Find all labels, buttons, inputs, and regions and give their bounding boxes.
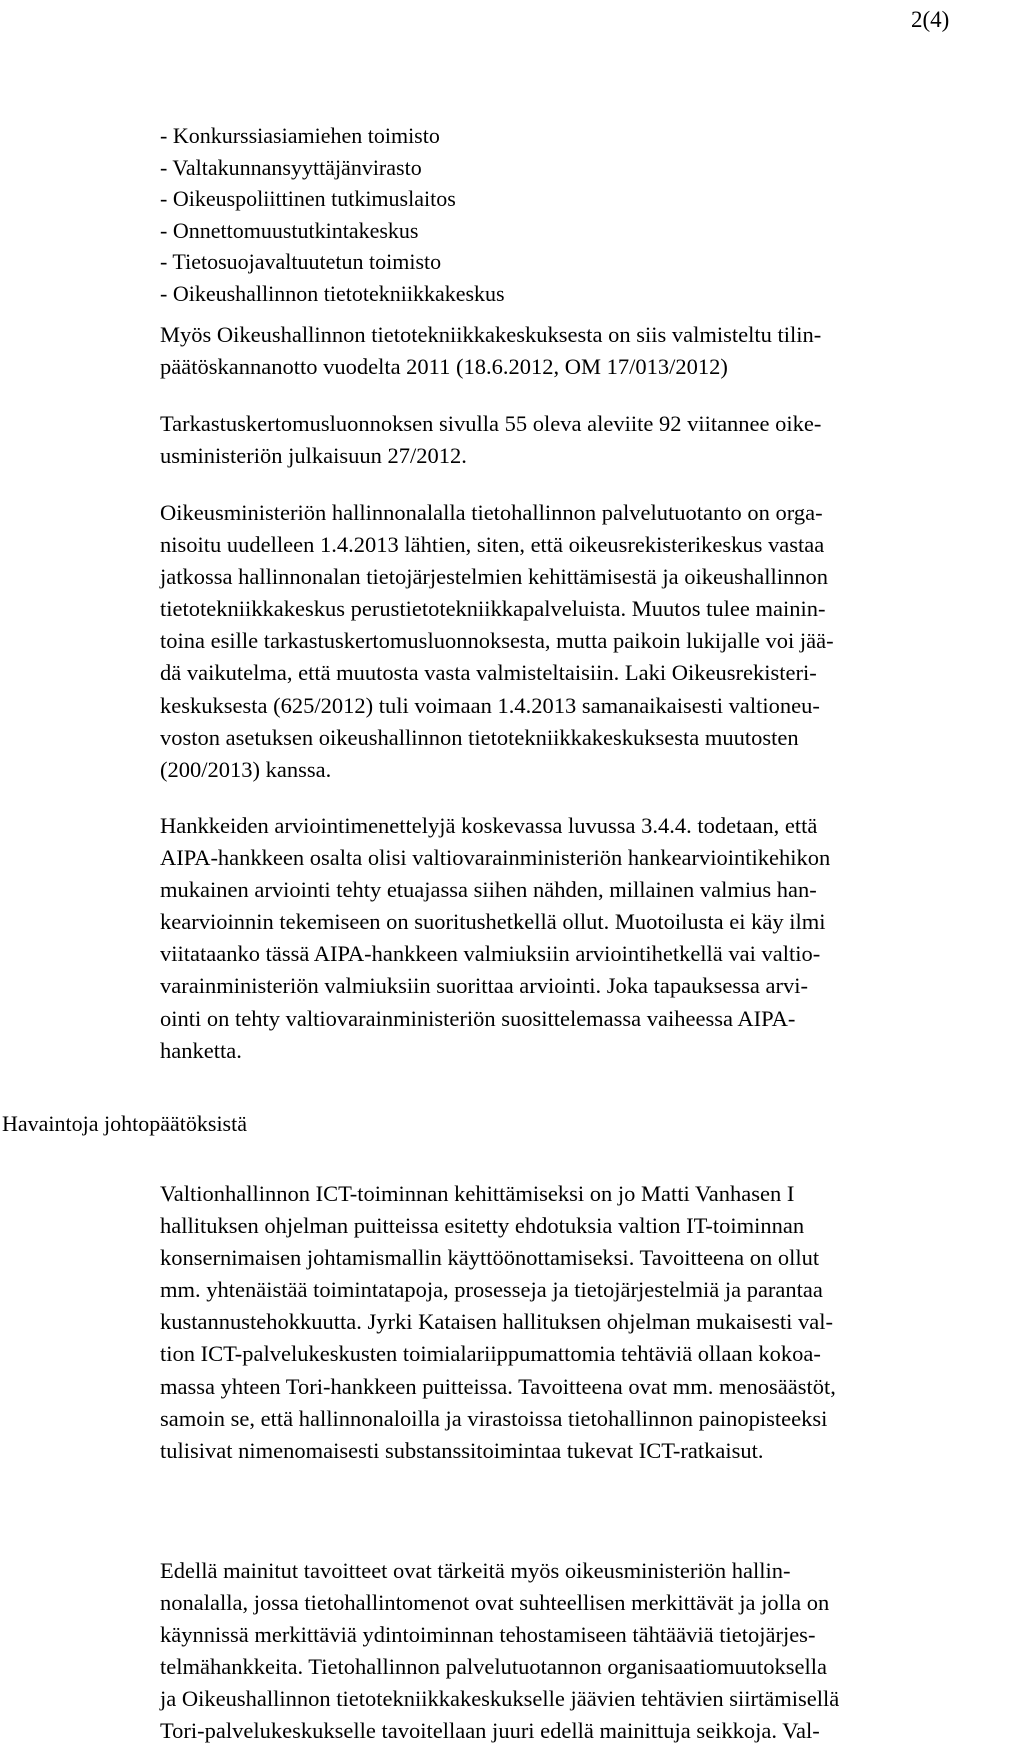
text-line: Tarkastuskertomusluonnoksen sivulla 55 oleva aleviite 92 viitannee oike- xyxy=(160,411,822,436)
text-line: ja Oikeushallinnon tietotekniikkakeskukselle jäävien tehtävien siirtämisellä xyxy=(160,1686,840,1712)
text-line: Myös Oikeushallinnon tietotekniikkakeskuksesta on siis valmisteltu tilin- xyxy=(160,322,822,347)
paragraph xyxy=(160,319,821,383)
text-line: ointi on tehty valtiovarainministeriön suosittelemassa vaiheessa AIPA- xyxy=(160,1005,796,1031)
text-line: nisoitu uudelleen 1.4.2013 lähtien, siten, että oikeusrekisterikeskus vastaa xyxy=(160,532,825,558)
page-number: 2(4) xyxy=(911,7,950,32)
agency-list xyxy=(160,120,505,310)
text-line: tietotekniikkakeskus perustietotekniikkapalveluista. Muutos tulee mainin- xyxy=(160,596,826,622)
text-line: nonalalla, jossa tietohallintomenot ovat suhteellisen merkittävät ja jolla on xyxy=(160,1590,830,1616)
text-line: konsernimaisen johtamismallin käyttöönottamiseksi. Tavoitteena on ollut xyxy=(160,1245,820,1271)
text-line: varainministeriön valmiuksiin suorittaa arviointi. Joka tapauksessa arvi- xyxy=(160,973,808,999)
list-item: - Valtakunnansyyttäjänvirasto xyxy=(160,154,422,180)
paragraph xyxy=(160,1555,839,1748)
text-line: Hankkeiden arviointimenettelyjä koskevassa luvussa 3.4.4. todetaan, että xyxy=(160,813,818,838)
paragraph xyxy=(160,408,821,472)
text-line: päätöskannanotto vuodelta 2011 (18.6.2012, OM 17/013/2012) xyxy=(160,354,728,380)
text-line: usministeriön julkaisuun 27/2012. xyxy=(160,443,467,469)
text-line: tion ICT-palvelukeskusten toimialariippumattomia tehtäviä ollaan kokoa- xyxy=(160,1341,821,1367)
paragraph xyxy=(160,497,834,786)
text-line: viitataanko tässä AIPA-hankkeen valmiuksiin arviointihetkellä vai valtio- xyxy=(160,941,821,967)
text-line: Tori-palvelukeskukselle tavoitellaan juuri edellä mainittuja seikkoja. Val- xyxy=(160,1718,820,1744)
text-line: (200/2013) kanssa. xyxy=(160,756,332,782)
paragraph xyxy=(160,1178,836,1467)
list-item: - Oikeuspoliittinen tutkimuslaitos xyxy=(160,186,456,212)
text-line: toina esille tarkastuskertomusluonnoksesta, mutta paikoin lukijalle voi jää- xyxy=(160,628,834,654)
text-line: kustannustehokkuutta. Jyrki Kataisen hallituksen ohjelman mukaisesti val- xyxy=(160,1309,834,1335)
list-item: - Tietosuojavaltuutetun toimisto xyxy=(160,249,442,275)
text-line: keskuksesta (625/2012) tuli voimaan 1.4.2013 samanaikaisesti valtioneu- xyxy=(160,692,820,718)
text-line: tulisivat nimenomaisesti substanssitoimintaa tukevat ICT-ratkaisut. xyxy=(160,1437,764,1463)
text-line: dä vaikutelma, että muutosta vasta valmisteltaisiin. Laki Oikeusrekisteri- xyxy=(160,660,817,686)
text-line: kearvioinnin tekemiseen on suoritushetkellä ollut. Muotoilusta ei käy ilmi xyxy=(160,909,826,935)
text-line: hallituksen ohjelman puitteissa esitetty ehdotuksia valtion IT-toiminnan xyxy=(160,1213,805,1239)
list-item: - Oikeushallinnon tietotekniikkakeskus xyxy=(160,280,505,306)
paragraph xyxy=(160,810,830,1067)
text-line: käynnissä merkittäviä ydintoiminnan tehostamiseen tähtääviä tietojärjes- xyxy=(160,1622,816,1648)
text-line: massa yhteen Tori-hankkeen puitteissa. Tavoitteena ovat mm. menosäästöt, xyxy=(160,1373,836,1399)
text-line: samoin se, että hallinnonaloilla ja virastoissa tietohallinnon painopisteeksi xyxy=(160,1405,828,1431)
text-line: Edellä mainitut tavoitteet ovat tärkeitä myös oikeusministeriön hallin- xyxy=(160,1558,791,1583)
text-line: mm. yhtenäistää toimintatapoja, prosesseja ja tietojärjestelmiä ja parantaa xyxy=(160,1277,823,1303)
text-line: telmähankkeita. Tietohallinnon palvelutuotannon organisaatiomuutoksella xyxy=(160,1654,827,1680)
text-line: AIPA-hankkeen osalta olisi valtiovarainministeriön hankearviointikehikon xyxy=(160,845,831,871)
list-item: - Onnettomuustutkintakeskus xyxy=(160,217,419,243)
text-line: Oikeusministeriön hallinnonalalla tietohallinnon palvelutuotanto on orga- xyxy=(160,500,823,525)
text-line: jatkossa hallinnonalan tietojärjestelmien kehittämisestä ja oikeushallinnon xyxy=(160,564,828,590)
text-line: hanketta. xyxy=(160,1037,242,1063)
text-line: Valtionhallinnon ICT-toiminnan kehittämiseksi on jo Matti Vanhasen I xyxy=(160,1181,795,1206)
side-heading: Havaintoja johtopäätöksistä xyxy=(2,1111,247,1136)
text-line: voston asetuksen oikeushallinnon tietotekniikkakeskuksesta muutosten xyxy=(160,724,799,750)
list-item: - Konkurssiasiamiehen toimisto xyxy=(160,123,440,148)
text-line: mukainen arviointi tehty etuajassa siihen nähden, millainen valmius han- xyxy=(160,877,817,903)
